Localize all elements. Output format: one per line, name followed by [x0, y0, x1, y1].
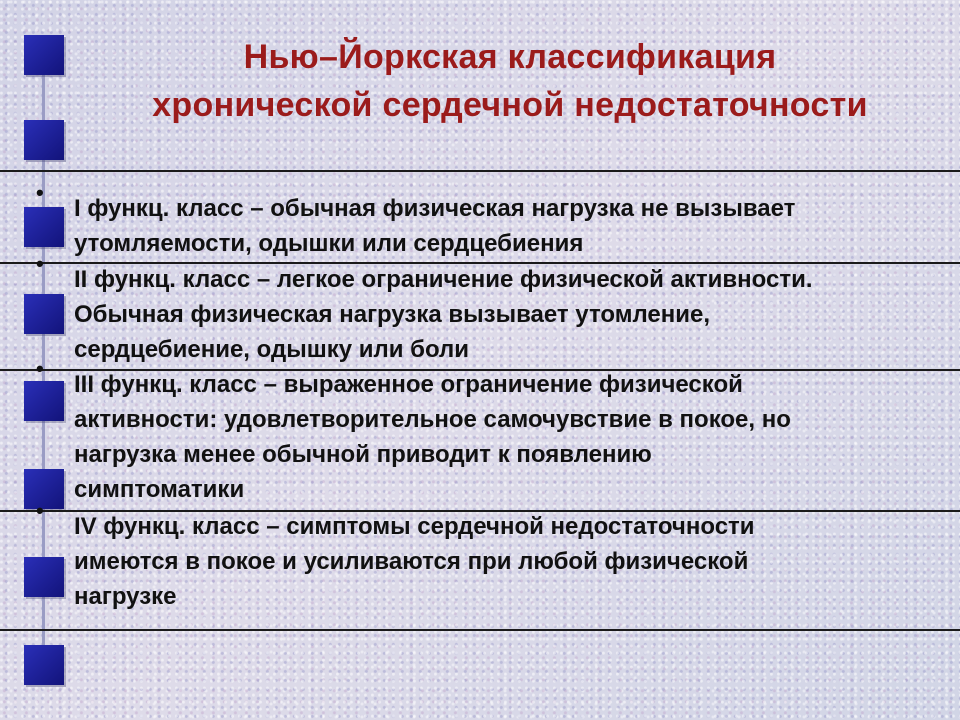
list-item-text [74, 262, 956, 367]
text-line: утомляемости, одышки или сердцебиения [74, 230, 584, 257]
decorative-square [24, 35, 64, 75]
bullet-icon: • [36, 180, 44, 205]
list-item-text [74, 191, 956, 261]
text-line: Обычная физическая нагрузка вызывает утомление, [74, 301, 711, 328]
text-line: нагрузке [74, 583, 177, 610]
title-line: Нью–Йоркская классификация [243, 38, 777, 76]
title-line: хронической сердечной недостаточности [152, 86, 868, 124]
text-line: сердцебиение, одышку или боли [74, 336, 470, 363]
text-line: активности: удовлетворительное самочувствие в покое, но [74, 406, 791, 433]
decorative-square [24, 120, 64, 160]
list-item-class-2 [36, 251, 956, 367]
text-line: имеются в покое и усиливаются при любой физической [74, 548, 749, 575]
decorative-square [24, 645, 64, 685]
bullet-icon: • [36, 251, 44, 276]
divider-line [0, 170, 960, 172]
text-line: III функц. класс – выраженное ограничение физической [74, 371, 743, 398]
list-item-class-3 [36, 356, 956, 507]
list-item-text [74, 509, 956, 614]
bullet-icon: • [36, 356, 44, 381]
list-item-text [74, 367, 956, 507]
text-line: симптоматики [74, 476, 245, 503]
text-line: I функц. класс – обычная физическая нагрузка не вызывает [74, 195, 796, 222]
list-item-class-4 [36, 498, 956, 614]
text-line: нагрузка менее обычной приводит к появлению [74, 441, 652, 468]
text-line: IV функц. класс – симптомы сердечной недостаточности [74, 513, 755, 540]
slide-title [70, 33, 950, 129]
bullet-icon: • [36, 498, 44, 523]
text-line: II функц. класс – легкое ограничение физической активности. [74, 266, 813, 293]
divider-line [0, 629, 960, 631]
list-item-class-1 [36, 180, 956, 261]
